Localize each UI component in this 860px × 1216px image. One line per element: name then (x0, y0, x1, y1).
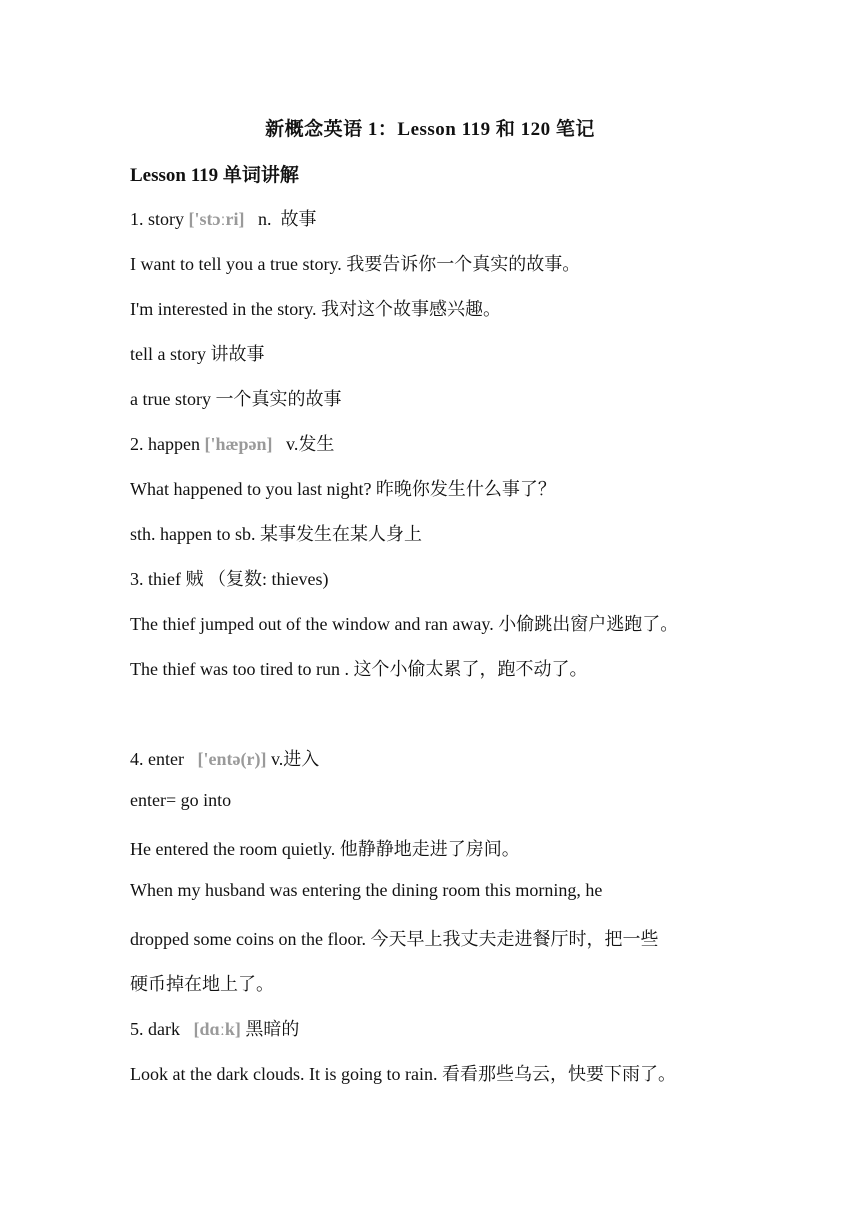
vocab-entry-happen (130, 430, 334, 456)
phonetic: [dɑːk] (193, 1019, 241, 1039)
document-title: 新概念英语 1：Lesson 119 和 120 笔记 (265, 119, 595, 140)
phonetic: ['entə(r)] (197, 749, 267, 769)
example-sentence: He entered the room quietly. 他静静地走进了房间。 (130, 839, 520, 859)
phonetic: ['hæpən] (204, 434, 273, 454)
vocab-word: 5. dark (130, 1019, 194, 1039)
example-sentence: I want to tell you a true story. 我要告诉你一个真实的故事。 (130, 254, 581, 274)
example-sentence: The thief was too tired to run . 这个小偷太累了，跑不动了。 (130, 659, 588, 679)
vocab-word: 4. enter (130, 749, 198, 769)
part-of-speech-meaning: n. 故事 (244, 209, 317, 229)
example-phrase: a true story 一个真实的故事 (130, 389, 342, 409)
example-phrase: tell a story 讲故事 (130, 344, 265, 364)
example-sentence: I'm interested in the story. 我对这个故事感兴趣。 (130, 299, 502, 319)
example-sentence: dropped some coins on the floor. 今天早上我丈夫走进餐厅时，把一些 (130, 929, 659, 949)
example-sentence: What happened to you last night? 昨晚你发生什么事了？ (130, 479, 556, 499)
section-heading: Lesson 119 单词讲解 (130, 165, 299, 186)
vocab-entry-dark (130, 1015, 299, 1041)
example-sentence: When my husband was entering the dining room this morning, he (130, 880, 603, 900)
part-of-speech-meaning: v.发生 (272, 434, 335, 454)
example-phrase: enter= go into (130, 790, 232, 810)
example-sentence: The thief jumped out of the window and ran away. 小偷跳出窗户逃跑了。 (130, 614, 679, 634)
vocab-word: 2. happen (130, 434, 205, 454)
part-of-speech-meaning: v.进入 (266, 749, 320, 769)
vocab-entry-thief: 3. thief 贼 （复数: thieves) (130, 569, 329, 589)
phonetic: ['stɔːri] (188, 209, 245, 229)
vocab-entry-enter (130, 745, 319, 771)
example-sentence: Look at the dark clouds. It is going to rain. 看看那些乌云，快要下雨了。 (130, 1064, 676, 1084)
vocab-word: 1. story (130, 209, 189, 229)
vocab-entry-story (130, 205, 316, 231)
part-of-speech-meaning: 黑暗的 (240, 1019, 300, 1039)
example-phrase: sth. happen to sb. 某事发生在某人身上 (130, 524, 422, 544)
example-sentence: 硬币掉在地上了。 (130, 974, 274, 994)
